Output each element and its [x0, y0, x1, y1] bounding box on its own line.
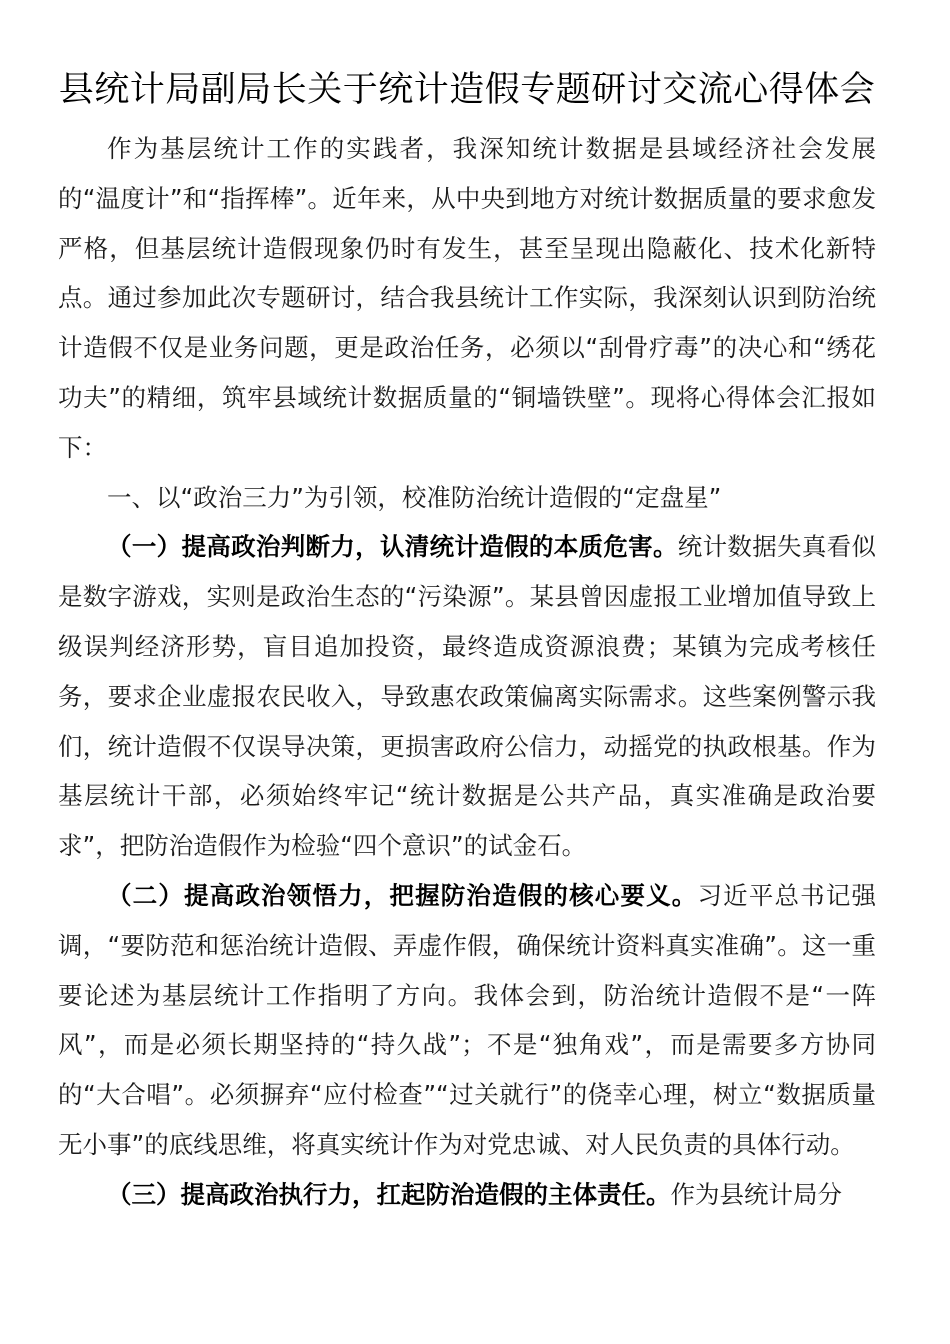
point-2-body: 习近平总书记强调，“要防范和惩治统计造假、弄虚作假，确保统计资料真实准确”。这一重要论述为基层统计工作指明了方向。我体会到，防治统计造假不是“一阵风”，而是必须长期坚持的“持久战”；不是“独角戏”，而是需要多方协同的“大合唱”。必须摒弃“应付检查”“过关就行”的侥幸心理，树立“数据质量无小事”的底线思维，将真实统计作为对党忠诚、对人民负责的具体行动。: [58, 880, 877, 1159]
point-3-body: 作为县统计局分: [670, 1179, 842, 1209]
section-1-heading: 一、以“政治三力”为引领，校准防治统计造假的“定盘星”: [107, 482, 722, 512]
point-2-lead: （二）提高政治领悟力，把握防治造假的核心要义。: [107, 880, 698, 910]
point-1-body: 统计数据失真看似是数字游戏，实则是政治生态的“污染源”。某县曾因虚报工业增加值导致上级误判经济形势，盲目追加投资，最终造成资源浪费；某镇为完成考核任务，要求企业虚报农民收入，导致惠农政策偏离实际需求。这些案例警示我们，统计造假不仅误导决策，更损害政府公信力，动摇党的执政根基。作为基层统计干部，必须始终牢记“统计数据是公共产品，真实准确是政治要求”，把防治造假作为检验“四个意识”的试金石。: [58, 532, 876, 861]
document-title: 县统计局副局长关于统计造假专题研讨交流心得体会: [58, 70, 876, 110]
point-2-paragraph: [58, 871, 876, 1170]
point-3-paragraph: [58, 1170, 876, 1220]
point-3-lead: （三）提高政治执行力，扛起防治造假的主体责任。: [107, 1179, 671, 1209]
intro-paragraph: 作为基层统计工作的实践者，我深知统计数据是县域经济社会发展的“温度计”和“指挥棒”。近年来，从中央到地方对统计数据质量的要求愈发严格，但基层统计造假现象仍时有发生，甚至呈现出隐蔽化、技术化新特点。通过参加此次专题研讨，结合我县统计工作实际，我深刻认识到防治统计造假不仅是业务问题，更是政治任务，必须以“刮骨疗毒”的决心和“绣花功夫”的精细，筑牢县域统计数据质量的“铜墙铁壁”。现将心得体会汇报如下：: [58, 134, 876, 462]
point-1-paragraph: [58, 522, 876, 871]
point-1-lead: （一）提高政治判断力，认清统计造假的本质危害。: [107, 532, 678, 562]
